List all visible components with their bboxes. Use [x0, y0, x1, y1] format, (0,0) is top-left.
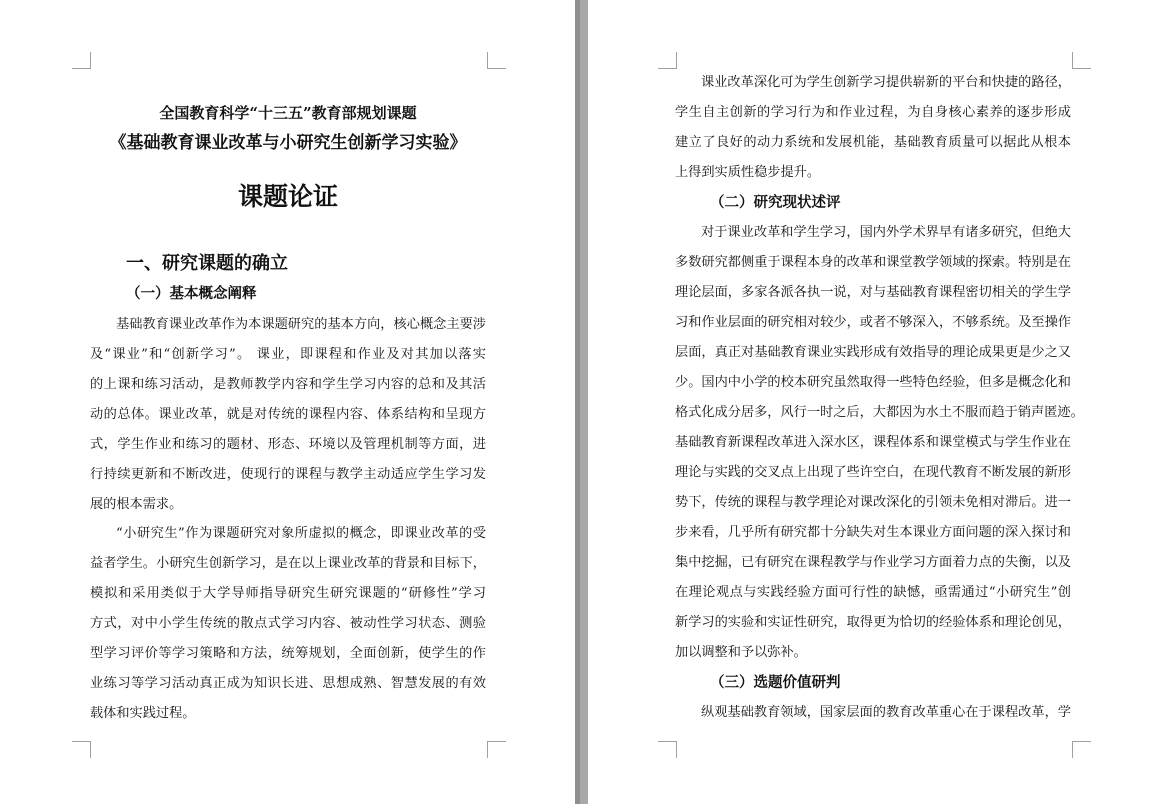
text-line: 益者学生。小研究生创新学习，是在以上课业改革的背景和目标下，	[90, 556, 486, 571]
text-line: 方式，对中小学生传统的散点式学习内容、被动性学习状态、测验	[90, 616, 486, 631]
margin-corner-mark	[1072, 741, 1091, 758]
text-line: 基础教育新课程改革进入深水区，课程体系和课堂模式与学生作业在	[675, 435, 1071, 450]
text-line: 少。国内中小学的校本研究虽然取得一些特色经验，但多是概念化和	[675, 375, 1071, 390]
margin-corner-mark	[72, 741, 91, 758]
text-line: 多数研究都侧重于课程本身的改革和课堂教学领域的探索。特别是在	[675, 255, 1071, 270]
text-line: 加以调整和予以弥补。	[675, 645, 807, 660]
text-line: 行持续更新和不断改进，使现行的课程与教学主动适应学生学习发	[90, 467, 486, 482]
text-line: 在理论观点与实践经验方面可行性的缺憾，亟需通过“小研究生”创	[675, 585, 1071, 600]
text-line: 式，学生作业和练习的题材、形态、环境以及管理机制等方面，进	[90, 437, 486, 452]
text-line: 展的根本需求。	[90, 497, 183, 512]
subheading-research-status: （二）研究现状述评	[710, 194, 841, 211]
text-line: 理论与实践的交叉点上出现了些许空白，在现代教育不断发展的新形	[675, 465, 1071, 480]
margin-corner-mark	[487, 52, 506, 69]
paragraph-topic-value	[675, 698, 1071, 728]
text-line: 层面，真正对基础教育课业实践形成有效指导的理论成果更是少之又	[675, 345, 1071, 360]
margin-corner-mark	[658, 52, 677, 69]
text-line: 步来看，几乎所有研究都十分缺失对生本课业方面问题的深入探讨和	[675, 525, 1071, 540]
text-line: 动的总体。课业改革，就是对传统的课程内容、体系结构和呈现方	[90, 407, 486, 422]
margin-corner-mark	[1072, 52, 1091, 69]
text-line: 模拟和采用类似于大学导师指导研究生研究课题的“研修性”学习	[90, 586, 486, 601]
text-line: 集中挖掘，已有研究在课程教学与作业学习方面着力点的失衡，以及	[675, 555, 1071, 570]
margin-corner-mark	[658, 741, 677, 758]
margin-corner-mark	[487, 741, 506, 758]
text-line: 业练习等学习活动真正成为知识长进、思想成熟、智慧发展的有效	[90, 676, 486, 691]
text-line: 及“课业”和“创新学习”。 课业，即课程和作业及对其加以落实	[90, 347, 486, 362]
text-line: 格式化成分居多，风行一时之后，大都因为水土不服而趋于销声匿迹。	[675, 405, 1084, 420]
text-line: 建立了良好的动力系统和发展机能，基础教育质量可以据此从根本	[675, 135, 1071, 150]
text-line: 习和作业层面的研究相对较少，或者不够深入，不够系统。及至操作	[675, 315, 1071, 330]
text-line: 新学习的实验和实证性研究，取得更为恰切的经验体系和理论创见，	[675, 615, 1071, 630]
document-title: 课题论证	[237, 182, 338, 211]
paragraph-reform-deepening	[675, 68, 1071, 188]
margin-corner-mark	[72, 52, 91, 69]
subheading-basic-concepts: （一）基本概念阐释	[126, 285, 257, 302]
paragraph-research-status	[675, 218, 1084, 668]
text-line: 对于课业改革和学生学习，国内外学术界早有诸多研究，但绝大	[701, 225, 1071, 240]
text-line: 势下，传统的课程与教学理论对课改深化的引领未免相对滞后。进一	[675, 495, 1071, 510]
text-line: 学生自主创新的学习行为和作业过程，为自身核心素养的逐步形成	[675, 105, 1071, 120]
paragraph-basic-concepts	[90, 310, 486, 520]
document-page-left	[0, 0, 575, 804]
subheading-topic-value: （三）选题价值研判	[710, 674, 841, 691]
text-line: 理论层面，多家各派各执一说，对与基础教育课程密切相关的学生学	[675, 285, 1071, 300]
section-heading: 一、研究课题的确立	[126, 253, 288, 274]
text-line: “小研究生”作为课题研究对象所虚拟的概念，即课业改革的受	[116, 526, 486, 541]
text-line: 纵观基础教育领域，国家层面的教育改革重心在于课程改革，学	[701, 705, 1071, 720]
project-header-line: 全国教育科学“十三五”教育部规划课题	[159, 104, 417, 122]
text-line: 课业改革深化可为学生创新学习提供崭新的平台和快捷的路径，	[701, 75, 1071, 90]
page-gap	[575, 0, 588, 804]
paragraph-little-graduate	[90, 519, 486, 729]
text-line: 的上课和练习活动，是教师教学内容和学生学习内容的总和及其活	[90, 377, 486, 392]
text-line: 上得到实质性稳步提升。	[675, 165, 821, 180]
text-line: 载体和实践过程。	[90, 706, 196, 721]
project-title-line: 《基础教育课业改革与小研究生创新学习实验》	[109, 133, 467, 153]
text-line: 型学习评价等学习策略和方法，统筹规划，全面创新，使学生的作	[90, 646, 486, 661]
text-line: 基础教育课业改革作为本课题研究的基本方向，核心概念主要涉	[116, 317, 486, 332]
